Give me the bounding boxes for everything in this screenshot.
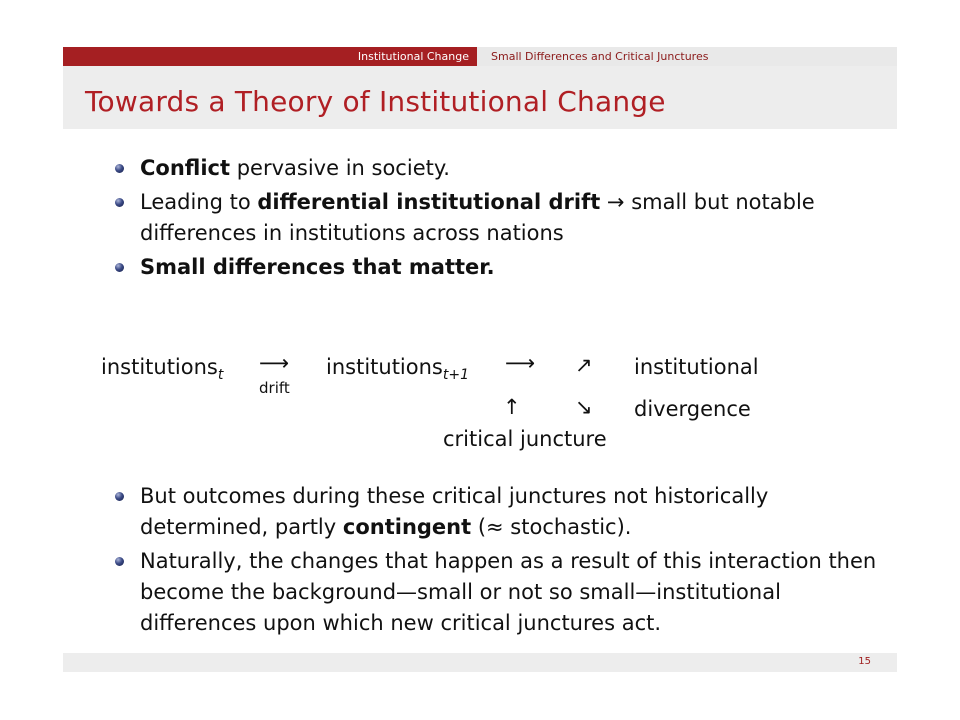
- bullet-small-differences: [113, 252, 815, 283]
- diagram-institutions-t1: [326, 355, 469, 383]
- bullet-drift: [113, 187, 815, 249]
- bullet-bold: differential institutional drift: [257, 190, 601, 214]
- diagram-label: institutions: [326, 355, 443, 379]
- bullet-ball-icon: [115, 492, 124, 501]
- arrow-right-icon: ⟶: [505, 351, 536, 375]
- subscript-t1: t+1: [442, 367, 470, 383]
- arrow-down-right-icon: ↘: [575, 395, 593, 419]
- bullet-text: Leading to: [140, 190, 258, 214]
- bullet-bold: contingent: [342, 515, 472, 539]
- bullet-conflict: [113, 153, 815, 184]
- diagram-institutions-t: [101, 355, 223, 383]
- bullet-text: determined, partly: [140, 515, 343, 539]
- bullet-naturally: [113, 546, 876, 639]
- headline-bar: [63, 47, 897, 66]
- arrow-up-right-icon: ↗: [575, 353, 593, 377]
- bullet-text: → small but notable: [600, 190, 815, 214]
- arrow-right-icon: ⟶: [259, 351, 290, 375]
- subsection-nav-link[interactable]: Small Differences and Critical Junctures: [477, 47, 897, 66]
- section-nav-link[interactable]: Institutional Change: [63, 47, 477, 66]
- drift-label: drift: [259, 379, 290, 397]
- bullet-ball-icon: [115, 557, 124, 566]
- diagram-critical-juncture: critical juncture: [443, 427, 607, 451]
- bullet-outcomes: [113, 481, 876, 543]
- title-band: [63, 66, 897, 129]
- diagram-divergence: divergence: [634, 397, 751, 421]
- diagram-label: institutions: [101, 355, 218, 379]
- page-number: 15: [858, 656, 871, 667]
- bullet-ball-icon: [115, 263, 124, 272]
- change-diagram: [63, 347, 897, 467]
- diagram-institutional: institutional: [634, 355, 759, 379]
- slide-title: Towards a Theory of Institutional Change: [85, 85, 666, 118]
- top-bullet-list: [113, 153, 815, 286]
- bullet-text: differences upon which new critical junctures act.: [140, 611, 662, 635]
- bullet-text: Naturally, the changes that happen as a result of this interaction then: [140, 549, 877, 573]
- bullet-text: (≈ stochastic).: [471, 515, 632, 539]
- bullet-bold: Conflict: [140, 156, 231, 180]
- bullet-ball-icon: [115, 164, 124, 173]
- bullet-text: pervasive in society.: [230, 156, 450, 180]
- bullet-ball-icon: [115, 198, 124, 207]
- bullet-text: become the background—small or not so small—institutional: [140, 580, 781, 604]
- slide: [63, 47, 897, 672]
- bottom-bullet-list: [113, 481, 876, 642]
- bullet-bold: Small differences that matter.: [140, 255, 495, 279]
- subscript-t: t: [217, 367, 224, 383]
- footer-band: [63, 653, 897, 672]
- arrow-up-icon: ↑: [503, 395, 521, 419]
- bullet-text: But outcomes during these critical junctures not historically: [140, 484, 769, 508]
- bullet-text: differences in institutions across nations: [140, 221, 564, 245]
